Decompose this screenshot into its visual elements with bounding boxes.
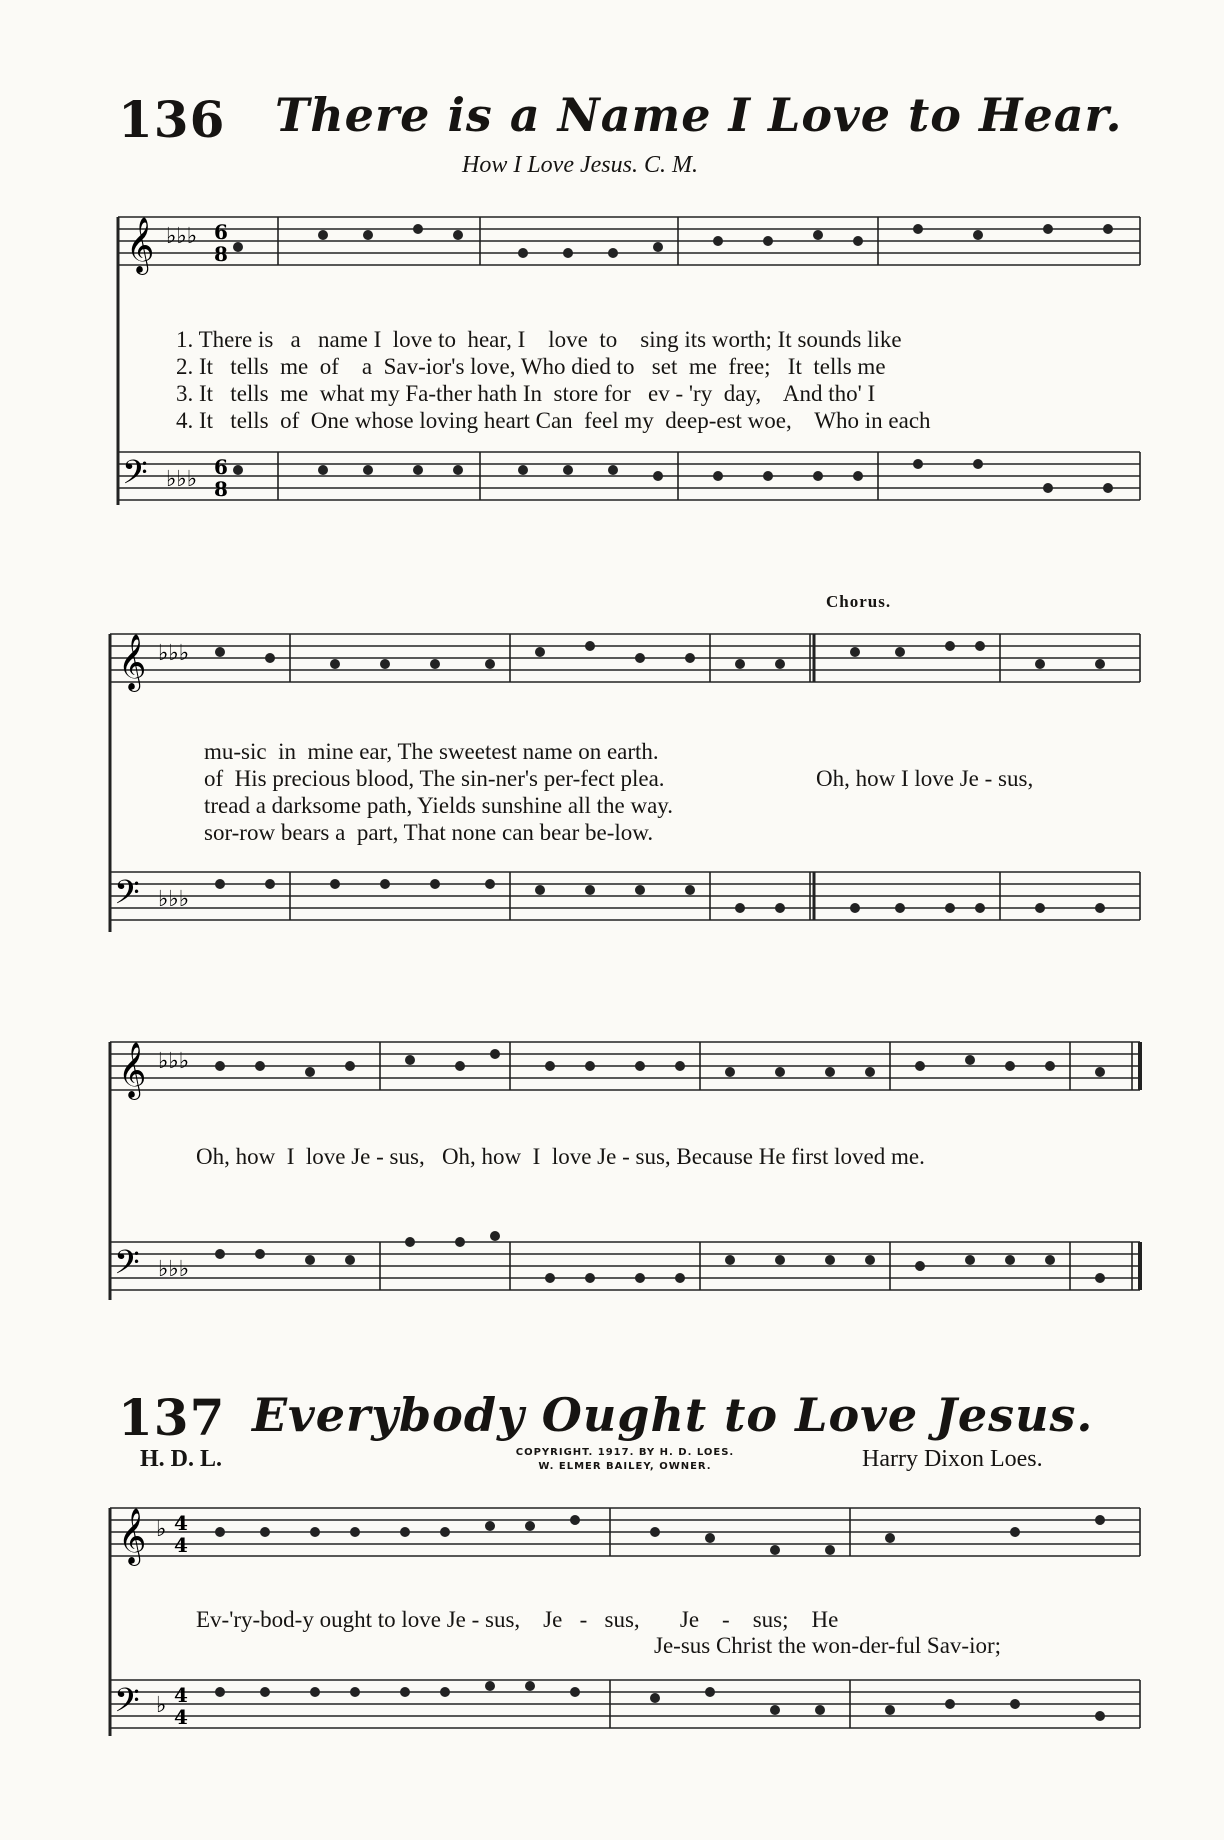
composer-credit: Harry Dixon Loes. [862, 1446, 1043, 1472]
system1-bass-staff [118, 440, 1140, 520]
verse-row2-line-4: sor-row bears a part, That none can bear be-low. [204, 820, 654, 845]
hymn137-bass-staff [110, 1668, 1140, 1748]
svg-text:𝄢: 𝄢 [114, 1244, 140, 1290]
copyright-line-1: COPYRIGHT. 1917. BY H. D. LOES. [515, 1447, 735, 1458]
svg-text:8: 8 [214, 242, 228, 266]
system3-bass-staff [110, 1230, 1140, 1310]
verse-line-1: 1. There is a name I love to hear, I love to sing its worth; It sounds like [176, 327, 902, 352]
verse-line-3: 3. It tells me what my Fa-ther hath In store for ev - 'ry day, And tho' I [176, 381, 876, 406]
svg-text:4: 4 [174, 1533, 188, 1557]
svg-text:6: 6 [214, 220, 228, 244]
treble-clef-icon: 𝄞 [126, 217, 155, 273]
verse-row2-line-3: tread a darksome path, Yields sunshine all the way. [204, 793, 674, 818]
svg-text:♭♭♭: ♭♭♭ [158, 641, 190, 666]
svg-text:4: 4 [174, 1683, 188, 1707]
hymn-136-number: 136 [118, 90, 226, 149]
hymn137-lyric-1: Ev-'ry-bod-y ought to love Je - sus, Je - sus, Je - sus; He [196, 1607, 839, 1632]
system2-treble-staff [110, 622, 1140, 702]
bass-clef-icon: 𝄢 [122, 454, 148, 500]
chorus-label: Chorus. [826, 592, 892, 611]
verse-row2-line-1: mu-sic in mine ear, The sweetest name on earth. [204, 739, 659, 764]
chorus-lyric-2: Oh, how I love Je - sus, Oh, how I love Je - sus, Because He first loved me. [196, 1144, 925, 1169]
svg-text:♭♭♭: ♭♭♭ [158, 887, 190, 912]
hymn-137-number: 137 [118, 1388, 226, 1447]
svg-text:♭♭♭: ♭♭♭ [166, 224, 198, 249]
svg-text:4: 4 [174, 1705, 188, 1729]
chorus-lyric-1: Oh, how I love Je - sus, [816, 766, 1034, 791]
verse-line-2: 2. It tells me of a Sav-ior's love, Who died to set me free; It tells me [176, 354, 886, 379]
verse-row2-line-2: of His precious blood, The sin-ner's per-fect plea. [204, 766, 665, 791]
svg-text:4: 4 [174, 1511, 188, 1535]
verse-line-4: 4. It tells of One whose loving heart Can feel my deep-est woe, Who in each [176, 408, 931, 433]
copyright-line-2: W. ELMER BAILEY, OWNER. [538, 1461, 712, 1472]
svg-text:♭: ♭ [156, 1693, 167, 1718]
hymn137-treble-staff [110, 1496, 1140, 1576]
svg-text:6: 6 [214, 455, 228, 479]
svg-text:𝄞: 𝄞 [118, 634, 147, 690]
hymn137-lyric-2: Je-sus Christ the won-der-ful Sav-ior; [654, 1633, 1002, 1658]
svg-text:𝄢: 𝄢 [114, 1682, 140, 1728]
system2-bass-staff [110, 860, 1140, 940]
copyright-notice [460, 1446, 790, 1474]
author-initials: H. D. L. [140, 1446, 223, 1472]
system3-treble-staff [110, 1030, 1140, 1110]
svg-text:♭♭♭: ♭♭♭ [166, 467, 198, 492]
svg-text:8: 8 [214, 477, 228, 501]
hymn-137-title: Everybody Ought to Love Jesus. [252, 1388, 1094, 1442]
svg-text:♭: ♭ [156, 1517, 167, 1542]
svg-text:𝄞: 𝄞 [118, 1042, 147, 1098]
hymn-136-title: There is a Name I Love to Hear. [275, 88, 1123, 142]
svg-text:𝄢: 𝄢 [114, 874, 140, 920]
svg-text:♭♭♭: ♭♭♭ [158, 1257, 190, 1282]
svg-text:𝄞: 𝄞 [118, 1508, 147, 1564]
svg-text:♭♭♭: ♭♭♭ [158, 1049, 190, 1074]
hymn-136-subtitle: How I Love Jesus. C. M. [462, 152, 698, 178]
system1-treble-staff [118, 205, 1140, 285]
